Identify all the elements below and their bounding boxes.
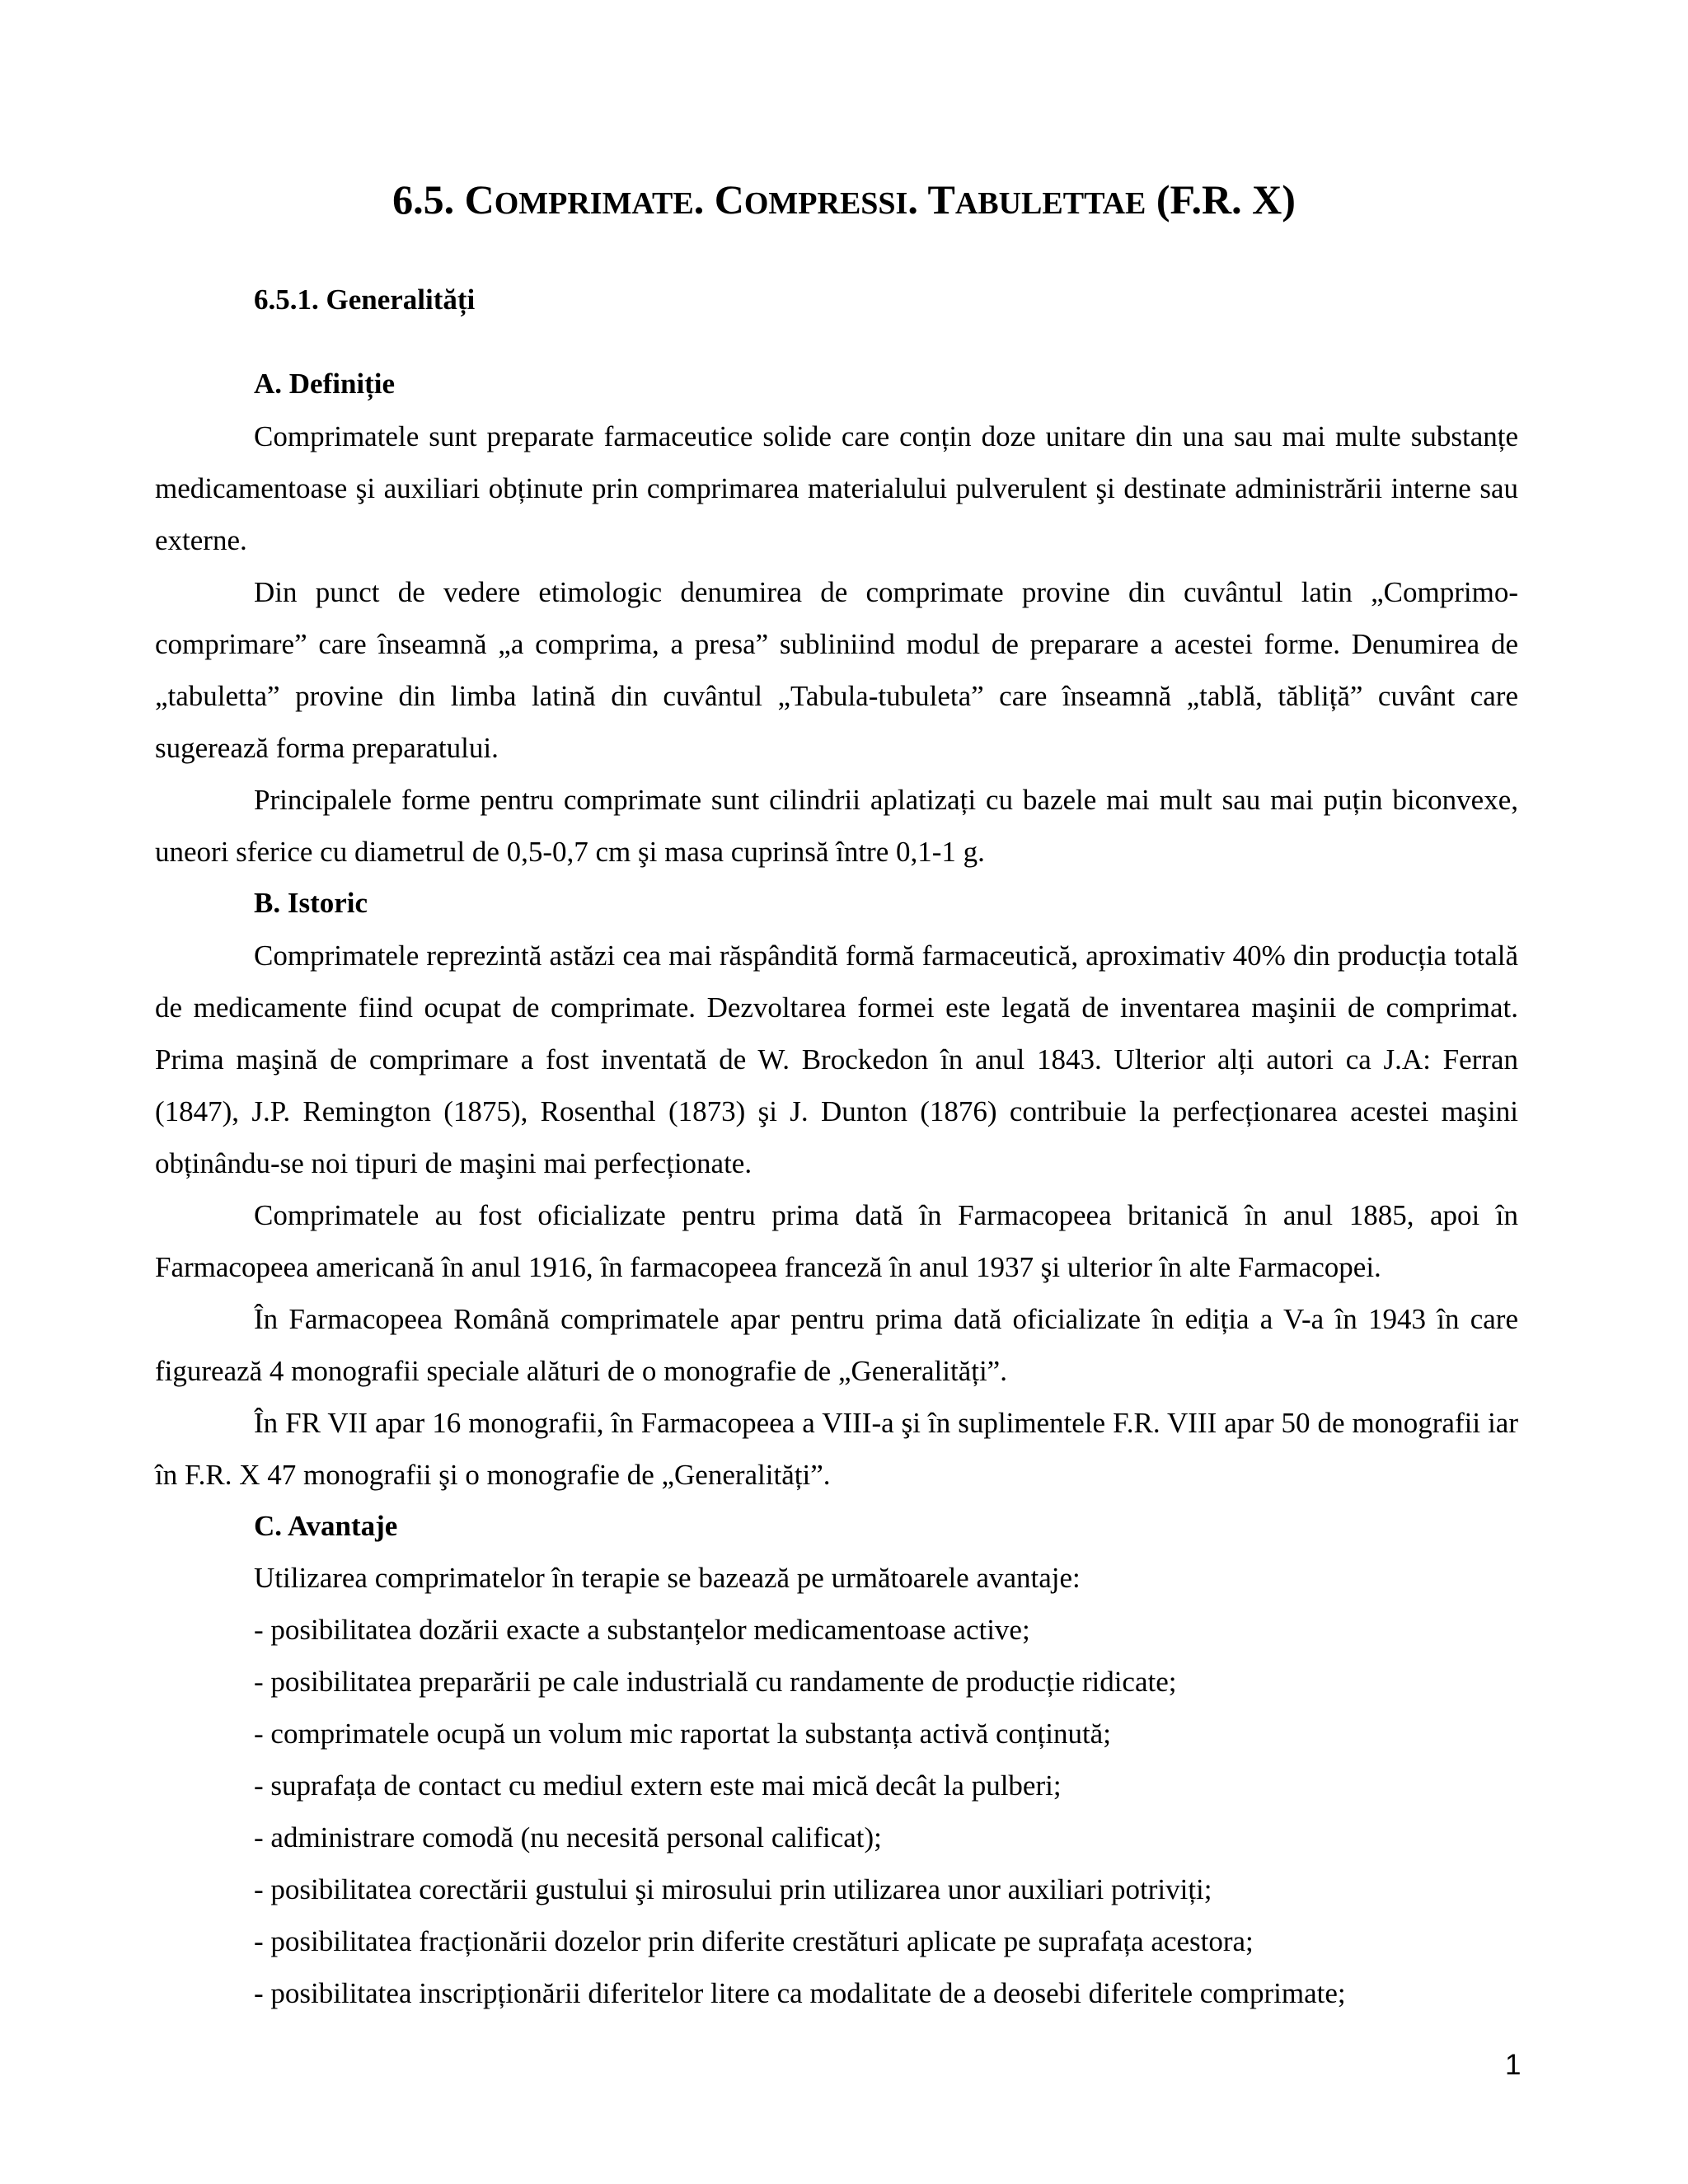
title-word-3-rest: ABULETTAE: [954, 186, 1146, 221]
list-item: - comprimatele ocupă un volum mic raportat la substanța activă conținută;: [254, 1718, 1111, 1750]
list-item: - administrare comodă (nu necesită personal calificat);: [254, 1821, 882, 1854]
title-separator-2: .: [907, 176, 928, 223]
istoric-paragraph-4: În FR VII apar 16 monografii, în Farmacopeea a VIII-a şi în suplimentele F.R. VIII apar 50 de monografii iar în F.R. X 47 monografii şi o monografie de „Generalități”.: [155, 1407, 1518, 1491]
title-word-2-initial: C: [714, 176, 744, 223]
title-word-1-initial: C: [464, 176, 495, 223]
title-number: 6.5.: [392, 176, 465, 223]
list-item: - suprafața de contact cu mediul extern este mai mică decât la pulberi;: [254, 1769, 1062, 1802]
list-item: - posibilitatea fracționării dozelor prin diferite crestături aplicate pe suprafața acestora;: [254, 1925, 1254, 1957]
title-suffix: (F.R. X): [1146, 176, 1296, 223]
definitie-heading: A. Definiție: [254, 368, 396, 400]
istoric-paragraph-2: Comprimatele au fost oficializate pentru prima dată în Farmacopeea britanică în anul 1885, apoi în Farmacopeea americană în anul 1916, în farmacopeea franceză în anul 1937 şi ulterior în alte Farmacopei.: [155, 1199, 1518, 1283]
page-title: [0, 175, 1688, 228]
avantaje-intro: Utilizarea comprimatelor în terapie se bazează pe următoarele avantaje:: [254, 1562, 1081, 1594]
definitie-paragraph-2: Din punct de vedere etimologic denumirea de comprimate provine din cuvântul latin „Comprimo-comprimare” care înseamnă „a comprima, a presa” subliniind modul de preparare a acestei forme. Denumirea de „tabuletta” provine din limba latină din cuvântul „Tabula-tubuleta” care înseamnă „tablă, tăbliță” cuvânt care sugerează forma preparatului.: [155, 576, 1518, 764]
definitie-paragraph-1: Comprimatele sunt preparate farmaceutice solide care conțin doze unitare din una sau mai multe substanțe medicamentoase şi auxiliari obținute prin comprimarea materialului pulverulent şi destinate administrării interne sau externe.: [155, 420, 1518, 556]
title-separator-1: .: [693, 176, 715, 223]
title-word-1-rest: OMPRIMATE: [494, 186, 694, 221]
istoric-paragraph-1: Comprimatele reprezintă astăzi cea mai răspândită formă farmaceutică, aproximativ 40% din producția totală de medicamente fiind ocupat de comprimate. Dezvoltarea formei este legată de inventarea maşinii de comprimat. Prima maşină de comprimare a fost inventată de W. Brockedon în anul 1843. Ulterior alți autori ca J.A: Ferran (1847), J.P. Remington (1875), Rosenthal (1873) şi J. Dunton (1876) contribuie la perfecționarea acestei maşini obținându-se noi tipuri de maşini mai perfecționate.: [155, 940, 1518, 1179]
istoric-paragraph-3: În Farmacopeea Română comprimatele apar pentru prima dată oficializate în ediția a V-a în 1943 în care figurează 4 monografii speciale alături de o monografie de „Generalități”.: [155, 1303, 1518, 1387]
list-item: - posibilitatea inscripționării diferitelor litere ca modalitate de a deosebi diferitele comprimate;: [254, 1977, 1346, 2009]
istoric-heading: B. Istoric: [254, 887, 368, 919]
page-number: 1: [1505, 2049, 1522, 2081]
list-item: - posibilitatea dozării exacte a substanțelor medicamentoase active;: [254, 1614, 1030, 1646]
list-item: - posibilitatea corectării gustului şi mirosului prin utilizarea unor auxiliari potriviți;: [254, 1873, 1212, 1905]
definitie-paragraph-3: Principalele forme pentru comprimate sunt cilindrii aplatizați cu bazele mai mult sau mai puțin biconvexe, uneori sferice cu diametrul de 0,5-0,7 cm şi masa cuprinsă între 0,1-1 g.: [155, 784, 1518, 868]
list-item: - posibilitatea preparării pe cale industrială cu randamente de producție ridicate;: [254, 1666, 1177, 1698]
title-word-2-rest: OMPRESSI: [743, 186, 908, 221]
avantaje-heading: C. Avantaje: [254, 1510, 398, 1542]
section-heading: 6.5.1. Generalități: [254, 284, 476, 316]
title-word-3-initial: T: [927, 176, 955, 223]
